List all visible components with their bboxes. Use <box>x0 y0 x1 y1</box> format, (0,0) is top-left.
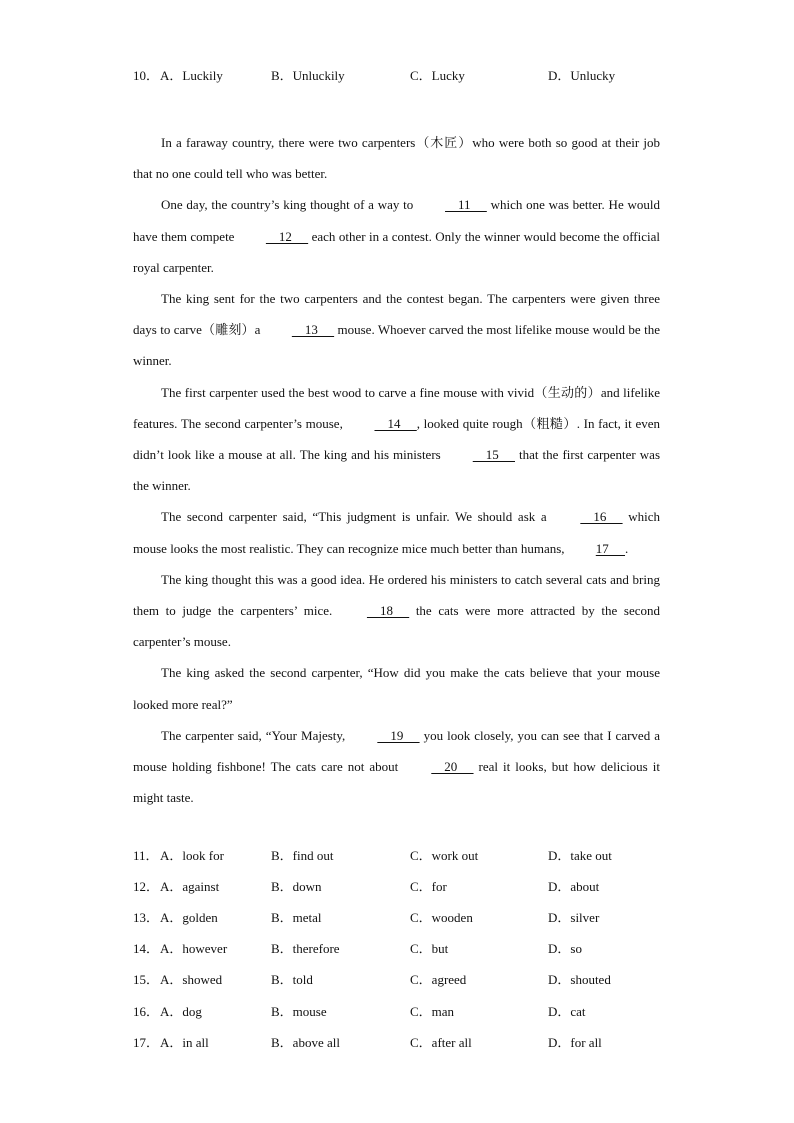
blank-14: 14 <box>374 415 417 431</box>
option-b: B．above all <box>271 1035 340 1050</box>
option-a: A．however <box>160 941 228 956</box>
option-d: D．about <box>548 879 600 894</box>
option-b: B．find out <box>271 848 334 863</box>
option-c: C．wooden <box>410 910 473 925</box>
paragraph-5 <box>133 501 660 563</box>
option-c: C．man <box>410 1004 455 1019</box>
paragraph-7 <box>133 657 660 719</box>
question-14 <box>133 939 673 959</box>
option-a: A．against <box>160 879 220 894</box>
option-a: A．look for <box>160 848 224 863</box>
blank-13: 13 <box>291 322 335 338</box>
blank-12: 12 <box>265 228 309 244</box>
option-c: C．but <box>410 941 449 956</box>
option-d: D．silver <box>548 910 600 925</box>
paragraph-text: The king thought this was a good idea. He ordered his ministers to catch several cats and bring them to judge the carpenters’ mice. <box>133 571 660 619</box>
paragraph-text: The king asked the second carpenter, “How did you make the cats believe that your mouse looked more real?” <box>133 665 660 712</box>
option-c: C．for <box>410 879 447 894</box>
question-15 <box>133 970 673 990</box>
option-c: C．work out <box>410 848 479 863</box>
option-a: A．golden <box>160 910 218 925</box>
paragraph-text: mouse. Whoever carved the most lifelike mouse would be the winner. <box>133 322 660 369</box>
option-d: D．so <box>548 941 582 956</box>
paragraph-3 <box>133 283 660 377</box>
paragraph-text: real it looks, but how delicious it might taste. <box>133 759 660 806</box>
blank-17: 17 <box>595 540 626 556</box>
option-b: B．down <box>271 879 322 894</box>
option-d: D．shouted <box>548 972 611 987</box>
paragraph-6 <box>133 564 660 658</box>
option-d: D．take out <box>548 848 612 863</box>
blank-18: 18 <box>366 603 410 619</box>
blank-20: 20 <box>431 759 474 775</box>
blank-19: 19 <box>377 727 420 743</box>
paragraph-text: you look closely, you can see that I carved a mouse holding fishbone! The cats care not about <box>133 727 660 775</box>
paragraph-text: that the first carpenter was the winner. <box>133 447 661 494</box>
question-number: 13． <box>133 910 160 925</box>
question-number: 16． <box>133 1004 160 1019</box>
option-d: D．cat <box>548 1004 586 1019</box>
cloze-passage <box>133 127 660 813</box>
option-a: A．in all <box>160 1035 209 1050</box>
paragraph-text: which one was better. He would have them compete <box>133 197 660 244</box>
question-12 <box>133 877 673 897</box>
paragraph-2 <box>133 189 660 283</box>
option-d: D．for all <box>548 1035 602 1050</box>
paragraph-1 <box>133 127 660 189</box>
option-d: D．Unlucky <box>548 68 616 83</box>
paragraph-text: which mouse looks the most realistic. They can recognize mice much better than humans, <box>133 509 660 556</box>
paragraph-text: . <box>625 540 629 556</box>
question-number: 10． <box>133 68 160 83</box>
option-a: A．dog <box>160 1004 202 1019</box>
question-number: 12． <box>133 879 160 894</box>
paragraph-text: The carpenter said, “Your Majesty, <box>161 727 350 743</box>
question-number: 15． <box>133 972 160 987</box>
paragraph-text: The second carpenter said, “This judgment is unfair. We should ask a <box>161 509 553 525</box>
option-c: C．Lucky <box>410 68 465 83</box>
blank-11: 11 <box>445 197 487 213</box>
paragraph-text: , looked quite rough（粗糙）. In fact, it even didn’t look like a mouse at all. The king and his ministers <box>133 415 660 463</box>
blank-15: 15 <box>472 447 515 463</box>
paragraph-text: The first carpenter used the best wood to carve a fine mouse with vivid（生动的）and lifelike features. The second carpenter’s mouse, <box>133 384 660 431</box>
question-number: 14． <box>133 941 160 956</box>
paragraph-text: One day, the country’s king thought of a way to <box>161 197 418 213</box>
option-b: B．mouse <box>271 1004 327 1019</box>
option-c: C．agreed <box>410 972 467 987</box>
paragraph-text: The king sent for the two carpenters and the contest began. The carpenters were given three days to carve（雕刻）a <box>133 291 660 338</box>
question-number: 17． <box>133 1035 160 1050</box>
question-11 <box>133 846 673 866</box>
option-b: B．told <box>271 972 313 987</box>
option-b: B．therefore <box>271 941 340 956</box>
question-10 <box>133 66 673 86</box>
question-16 <box>133 1002 673 1022</box>
option-a: A．Luckily <box>160 68 223 83</box>
paragraph-text: each other in a contest. Only the winner would become the official royal carpenter. <box>133 228 660 275</box>
paragraph-4 <box>133 377 660 502</box>
question-number: 11． <box>133 848 159 863</box>
paragraph-text: In a faraway country, there were two carpenters（木匠）who were both so good at their job that no one could tell who was better. <box>133 135 660 182</box>
question-17 <box>133 1033 673 1053</box>
option-c: C．after all <box>410 1035 472 1050</box>
paragraph-text: the cats were more attracted by the second carpenter’s mouse. <box>133 603 661 650</box>
paragraph-8 <box>133 720 660 814</box>
question-13 <box>133 908 673 928</box>
option-a: A．showed <box>160 972 223 987</box>
option-b: B．metal <box>271 910 322 925</box>
option-b: B．Unluckily <box>271 68 345 83</box>
blank-16: 16 <box>580 509 623 525</box>
